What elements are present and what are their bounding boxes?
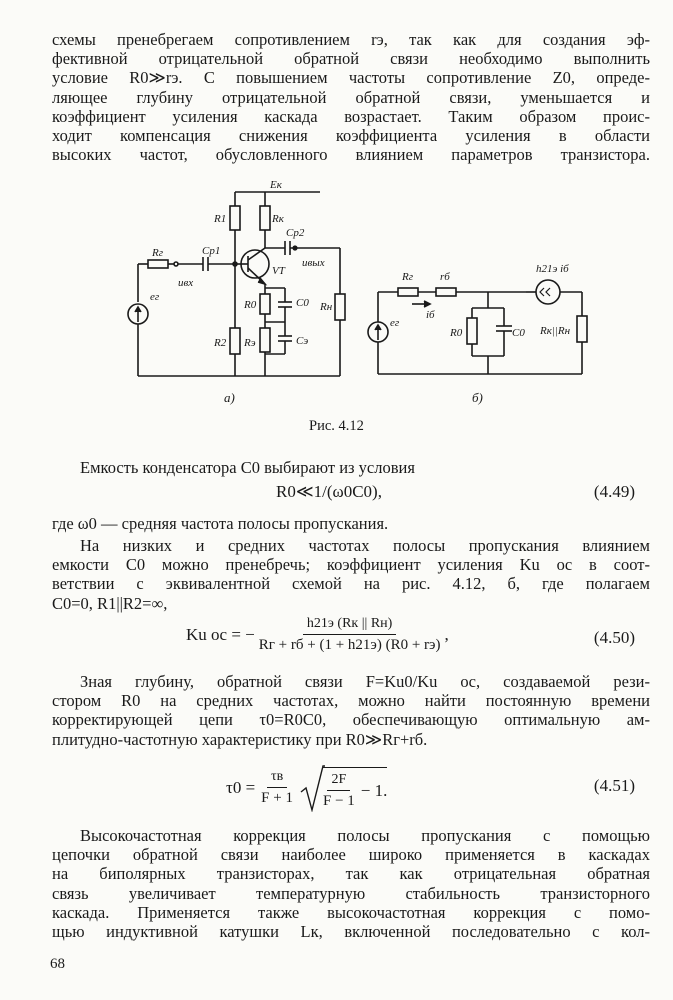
label-b-c0: C0 bbox=[512, 327, 525, 339]
figure-caption: Рис. 4.12 bbox=[309, 418, 364, 434]
eq450-numerator: h21э (Rк || Rн) bbox=[303, 616, 396, 635]
equation-449: R0≪1/(ω0C0), bbox=[276, 482, 382, 501]
equation-451 bbox=[226, 764, 387, 812]
text-line: C0=0, R1||R2=∞, bbox=[52, 593, 168, 613]
text-line: ходит компенсация снижения коэффициента усиления в области bbox=[52, 126, 650, 146]
label-c0: C0 bbox=[296, 297, 309, 309]
label-cp2: Cр2 bbox=[286, 227, 305, 239]
sqrt-body bbox=[323, 767, 387, 810]
equation-number-451: (4.51) bbox=[593, 776, 635, 795]
label-b-ib: iб bbox=[426, 309, 435, 321]
text-line: щью индуктивной катушки Lк, включенной последовательно с кол- bbox=[52, 922, 650, 942]
text-line: цепочки обратной связи наиболее широко применяется в каскадах bbox=[52, 845, 650, 865]
text-line: ляющее глубину отрицательной обратной связи, уменьшается и bbox=[52, 87, 650, 107]
text-line: емкости C0 можно пренебречь; коэффициент усиления Ku oc в соот- bbox=[52, 555, 650, 575]
paragraph-intro bbox=[52, 30, 650, 164]
label-b-eg: eг bbox=[390, 317, 400, 329]
equation-number-449: (4.49) bbox=[593, 482, 635, 501]
sentence-449: Емкость конденсатора C0 выбирают из условия bbox=[80, 458, 415, 477]
text-line: схемы пренебрегаем сопротивлением rэ, так как для создания эф- bbox=[52, 30, 650, 49]
label-sub-a: а) bbox=[224, 390, 235, 405]
label-r2: R2 bbox=[214, 337, 227, 349]
text-line: корректирующей цепи τ0=R0C0, обеспечивающую оптимальную ам- bbox=[52, 710, 650, 730]
label-ek: Eк bbox=[270, 179, 282, 191]
text-line: стором R0 на средних частотах, можно найти постоянную времени bbox=[52, 691, 650, 711]
label-ce: Cэ bbox=[296, 335, 309, 347]
text-line: каскада. Применяется также высокочастотная коррекция с помо- bbox=[52, 902, 650, 922]
where-449: где ω0 — средняя частота полосы пропускания. bbox=[52, 514, 389, 533]
circuit-b-labels bbox=[390, 263, 571, 405]
label-rn: Rн bbox=[320, 301, 333, 313]
circuit-a-labels bbox=[150, 179, 333, 405]
text-line: плитудно-частотную характеристику при R0≫Rг+rб. bbox=[52, 729, 428, 749]
eq451-fraction-2: $\frac{2F}{F - 1}$ bbox=[322, 771, 355, 809]
text-line: ветствии с эквивалентной схемой на рис. 4.12, б, где полагаем bbox=[52, 574, 650, 594]
paragraph-hf-correction bbox=[52, 826, 650, 941]
label-eg: eг bbox=[150, 291, 160, 303]
paragraph-feedback-depth bbox=[52, 672, 650, 749]
equation-number-450: (4.50) bbox=[593, 628, 635, 647]
text-line: высоких частот, обусловленного влиянием параметров транзистора. bbox=[52, 145, 650, 165]
eq451-tail: − 1. bbox=[360, 780, 388, 800]
label-vt: VT bbox=[272, 265, 285, 277]
text-line: Зная глубину, обратной связи F=Ku0/Ku oc, создаваемой рези- bbox=[80, 672, 650, 691]
label-r0: R0 bbox=[244, 299, 257, 311]
label-b-rkn: Rк||Rн bbox=[540, 325, 571, 337]
eq450-denominator: Rг + rб + (1 + h21э) (R0 + rэ) bbox=[258, 637, 441, 653]
label-b-rb: rб bbox=[440, 271, 450, 283]
equation-450 bbox=[186, 616, 449, 654]
eq451-lhs: τ0 = bbox=[226, 778, 256, 797]
label-rk: Rк bbox=[272, 213, 284, 225]
label-sub-b: б) bbox=[472, 390, 483, 405]
eq450-lhs: Ku oc = − bbox=[186, 625, 255, 644]
label-uout: uвых bbox=[302, 257, 325, 269]
text-line: на биполярных транзисторах, так как отрицательная обратная bbox=[52, 864, 650, 884]
text-line: фективной отрицательной обратной связи необходимо выполнить bbox=[52, 49, 650, 69]
text-line: условие R0≫rэ. С повышением частоты сопротивление Z0, опреде- bbox=[52, 68, 650, 88]
label-re: Rэ bbox=[244, 337, 256, 349]
text-line: связь увеличивает температурную стабильность транзисторного bbox=[52, 883, 650, 903]
label-b-h: h21э iб bbox=[536, 263, 569, 275]
text-line: На низких и средних частотах полосы пропускания влиянием bbox=[80, 536, 650, 555]
label-r1: R1 bbox=[214, 213, 227, 225]
paragraph-low-freq bbox=[52, 536, 650, 613]
text-line: коэффициент усиления каскада возрастает. Таким образом проис- bbox=[52, 106, 650, 126]
label-uin: uвх bbox=[178, 277, 194, 289]
eq450-tail: , bbox=[444, 625, 449, 644]
text-line: Высокочастотная коррекция полосы пропускания с помощью bbox=[80, 826, 650, 845]
circuit-figure bbox=[120, 176, 610, 416]
label-b-r0: R0 bbox=[450, 327, 463, 339]
sqrt-sign-icon bbox=[299, 764, 325, 812]
page-number: 68 bbox=[50, 956, 65, 972]
circuit-a bbox=[128, 192, 345, 376]
label-b-rg: Rг bbox=[402, 271, 414, 283]
label-rg: Rг bbox=[152, 247, 164, 259]
eq451-fraction-1: $\frac{\tau в}{F + 1}$ bbox=[261, 769, 293, 806]
eq450-fraction bbox=[259, 616, 441, 654]
label-cp1: Cр1 bbox=[202, 245, 221, 257]
